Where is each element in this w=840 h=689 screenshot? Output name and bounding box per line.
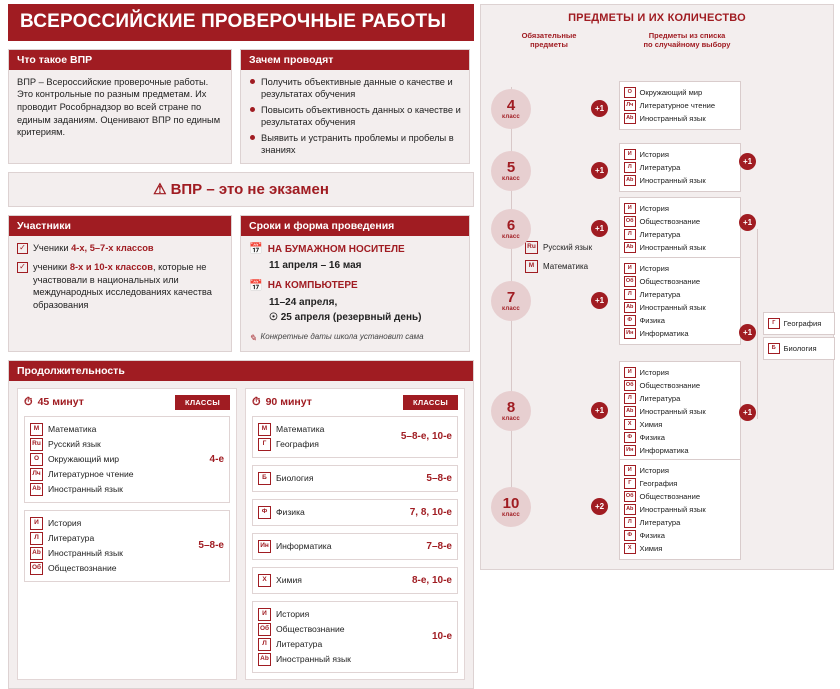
not-exam-text: ВПР – это не экзамен <box>170 181 329 199</box>
foreign-icon: Ab <box>30 483 43 496</box>
pin-icon: ✎ <box>249 332 257 343</box>
subject-group <box>252 601 458 673</box>
list-item: Ab Иностранный язык <box>624 175 736 187</box>
literature-icon: Л <box>624 162 636 174</box>
list-item: Повысить объективность данных о качестве и результатах обучения <box>249 104 461 128</box>
subject-group <box>24 510 230 582</box>
list-item: Лч Литературное чтение <box>30 468 202 481</box>
check-icon: ✓ <box>17 243 28 254</box>
list-item: Лч Литературное чтение <box>624 100 736 112</box>
random-subjects-10 <box>619 459 741 560</box>
literature-icon: Л <box>624 393 636 405</box>
why-title: Зачем проводят <box>241 50 469 70</box>
subject-group <box>252 499 458 526</box>
foreign-icon: Ab <box>624 242 636 254</box>
physics-icon: Ф <box>624 530 636 542</box>
paper-label: НА БУМАЖНОМ НОСИТЕЛЕ <box>267 244 405 256</box>
biology-icon: Б <box>768 343 780 355</box>
history-icon: И <box>624 263 636 275</box>
list-item: Ab Иностранный язык <box>30 483 202 496</box>
list-item: И История <box>624 263 736 275</box>
duration-title: Продолжительность <box>9 361 473 381</box>
clock-icon: ⏱ <box>252 395 261 408</box>
why-card <box>240 49 470 164</box>
list-item: И История <box>624 203 736 215</box>
grade-label: 8-е, 10-е <box>411 574 452 586</box>
list-item: М Математика <box>258 423 393 436</box>
check-icon: ✓ <box>17 262 28 273</box>
participants-terms-row <box>8 215 474 351</box>
social-icon: Об <box>624 276 636 288</box>
grade-label: 10-е <box>431 631 452 643</box>
social-icon: Об <box>624 216 636 228</box>
duration-90-column <box>245 388 465 680</box>
history-icon: И <box>258 608 271 621</box>
side-subject-geography <box>763 312 835 335</box>
reading-icon: Лч <box>30 468 43 481</box>
foreign-icon: Ab <box>624 302 636 314</box>
literature-icon: Л <box>30 532 43 545</box>
list-item: Ин Информатика <box>258 540 418 553</box>
subject-group <box>252 416 458 458</box>
list-item: Ru Русский язык <box>30 438 202 451</box>
warning-icon: ⚠ <box>153 181 167 199</box>
list-item: Ab Иностранный язык <box>624 406 736 418</box>
foreign-icon: Ab <box>624 504 636 516</box>
plus-badge-6-extra: +1 <box>739 214 756 231</box>
list-item: Ab Иностранный язык <box>624 242 736 254</box>
physics-icon: Ф <box>624 432 636 444</box>
terms-title: Сроки и форма проведения <box>241 216 469 236</box>
history-icon: И <box>624 465 636 477</box>
foreign-icon: Ab <box>624 406 636 418</box>
list-item <box>17 261 223 311</box>
social-icon: Об <box>624 491 636 503</box>
list-item: И История <box>30 517 190 530</box>
list-item: Л Литература <box>624 393 736 405</box>
russian-icon: Ru <box>525 241 538 254</box>
grade-label: 5–8-е <box>426 472 452 484</box>
list-item: Выявить и устранить проблемы и пробелы в знаниях <box>249 132 461 156</box>
literature-icon: Л <box>258 638 271 651</box>
list-item: Л Литература <box>624 162 736 174</box>
grade-circle-6: 6 класс <box>491 209 531 249</box>
physics-icon: Ф <box>258 506 271 519</box>
social-icon: Об <box>258 623 271 636</box>
duration-45-column <box>17 388 237 680</box>
participants-title: Участники <box>9 216 231 236</box>
plus-badge-5-extra: +1 <box>739 153 756 170</box>
page-title: ВСЕРОССИЙСКИЕ ПРОВЕРОЧНЫЕ РАБОТЫ <box>8 4 474 41</box>
paper-dates: 11 апреля – 16 мая <box>269 260 362 272</box>
list-item: Б Биология <box>258 472 418 485</box>
plus-badge-7: +1 <box>591 292 608 309</box>
participant-highlight: 4-х, 5–7-х классов <box>71 243 154 254</box>
computer-reserve: ☉ 25 апреля (резервный день) <box>269 312 422 324</box>
list-item: Х Химия <box>258 574 404 587</box>
list-item: И История <box>624 465 736 477</box>
participants-card <box>8 215 232 351</box>
grade-circle-10: 10 класс <box>491 487 531 527</box>
list-item: Ab Иностранный язык <box>624 113 736 125</box>
literature-icon: Л <box>624 289 636 301</box>
list-item: Ab Иностранный язык <box>624 504 736 516</box>
subjects-panel-title: ПРЕДМЕТЫ И ИХ КОЛИЧЕСТВО <box>568 12 746 24</box>
list-item: Л Литература <box>624 517 736 529</box>
list-item: Об Обществознание <box>625 276 701 286</box>
random-subjects-5 <box>619 143 741 192</box>
terms-note: ✎ Конкретные даты школа установит сама <box>249 331 424 343</box>
list-item: И История <box>258 608 424 621</box>
random-subjects-6 <box>619 197 741 259</box>
world-icon: О <box>624 87 636 99</box>
math-icon: М <box>30 423 43 436</box>
list-item: И История <box>624 367 736 379</box>
world-icon: О <box>30 453 43 466</box>
subject-group <box>252 533 458 560</box>
obligatory-subjects <box>525 235 603 279</box>
list-item: О Окружающий мир <box>624 87 736 99</box>
subject-group <box>252 567 458 594</box>
connector-line <box>757 229 758 419</box>
plus-badge-8: +1 <box>591 402 608 419</box>
computer-form <box>249 279 461 294</box>
not-exam-banner <box>8 172 474 207</box>
informatics-icon: Ин <box>258 540 271 553</box>
left-column <box>8 4 474 689</box>
plus-badge-7-extra: +1 <box>739 324 756 341</box>
foreign-icon: Ab <box>624 175 636 187</box>
math-icon: М <box>258 423 271 436</box>
grade-label: 4-е <box>209 453 224 465</box>
terms-card <box>240 215 470 351</box>
grade-circle-8: 8 класс <box>491 391 531 431</box>
duration-45-label: 45 минут <box>37 396 84 409</box>
list-item: Ин Информатика <box>624 328 736 340</box>
geography-icon: Г <box>768 318 780 330</box>
participant-suffix: , которые не участвовали в национальных или международных исследованиях качества образования <box>33 261 212 310</box>
duration-90-label: 90 минут <box>265 396 312 409</box>
list-item: Ru Русский язык <box>525 241 603 254</box>
list-item: Г География <box>624 478 736 490</box>
geography-icon: Г <box>624 478 636 490</box>
random-subjects-7 <box>619 257 741 345</box>
plus-badge-8-extra: +1 <box>739 404 756 421</box>
list-item: Л Литература <box>624 289 736 301</box>
social-icon: Об <box>30 562 43 575</box>
list-item: Об Обществознание <box>625 380 701 390</box>
history-icon: И <box>624 367 636 379</box>
random-column-head: Предметы из списка по случайному выбору <box>643 31 731 50</box>
calendar-icon: 📅 <box>249 243 263 256</box>
geography-icon: Г <box>258 438 271 451</box>
list-item: Г География <box>258 438 393 451</box>
literature-icon: Л <box>624 229 636 241</box>
chemistry-icon: Х <box>624 419 636 431</box>
list-item: Х Химия <box>624 543 736 555</box>
list-item: О Окружающий мир <box>30 453 202 466</box>
intro-row <box>8 49 474 164</box>
grade-circle-7: 7 класс <box>491 281 531 321</box>
classes-tag: КЛАССЫ <box>403 395 458 410</box>
list-item: Ab Иностранный язык <box>624 302 736 314</box>
grades-flow <box>481 59 833 559</box>
list-item: Ф Физика <box>624 315 736 327</box>
grade-label: 7, 8, 10-е <box>409 506 452 518</box>
list-item: Ab Иностранный язык <box>258 653 424 666</box>
grade-circle-5: 5 класс <box>491 151 531 191</box>
list-item: Х Химия <box>624 419 736 431</box>
clock-icon: ⏱ <box>24 395 33 408</box>
random-subjects-4 <box>619 81 741 130</box>
participant-highlight: 8-х и 10-х классов <box>69 261 153 272</box>
physics-icon: Ф <box>624 315 636 327</box>
literature-icon: Л <box>624 517 636 529</box>
list-item: Об Обществознание <box>31 563 117 574</box>
subjects-panel <box>480 4 834 570</box>
chemistry-icon: Х <box>624 543 636 555</box>
plus-badge-5: +1 <box>591 162 608 179</box>
reading-icon: Лч <box>624 100 636 112</box>
classes-tag: КЛАССЫ <box>175 395 230 410</box>
calendar-icon: 📅 <box>249 279 263 292</box>
what-is-vpr-text: ВПР – Всероссийские проверочные работы. Это контрольные по разным предметам. Их проводит Рособрнадзор во всей стране по единым заданиям. Оценивают ВПР по единым критериям. <box>17 76 221 138</box>
informatics-icon: Ин <box>624 445 636 457</box>
obligatory-column-head: Обязательные предметы <box>521 31 577 50</box>
list-item: Об Обществознание <box>625 216 701 226</box>
duration-card <box>8 360 474 689</box>
list-item: Получить объективные данные о качестве и результатах обучения <box>249 76 461 100</box>
list-item: Об Обществознание <box>625 491 701 501</box>
list-item: Ф Физика <box>624 432 736 444</box>
biology-icon: Б <box>258 472 271 485</box>
list-item: Б Биология <box>768 343 830 355</box>
subject-group <box>24 416 230 503</box>
why-list <box>249 76 461 156</box>
list-item: М Математика <box>525 260 603 273</box>
random-subjects-8 <box>619 361 741 462</box>
social-icon: Об <box>624 380 636 392</box>
list-item: М Математика <box>30 423 202 436</box>
grade-circle-4: 4 класс <box>491 89 531 129</box>
participant-prefix: ученики <box>33 261 70 272</box>
foreign-icon: Ab <box>30 547 43 560</box>
list-item: Об Обществознание <box>259 624 345 635</box>
list-item: Г География <box>768 318 830 330</box>
participant-prefix: Ученики <box>33 243 72 254</box>
plus-badge-10: +2 <box>591 498 608 515</box>
list-item: И История <box>624 149 736 161</box>
list-item: Ин Информатика <box>624 445 736 457</box>
math-icon: М <box>525 260 538 273</box>
list-item: Ab Иностранный язык <box>30 547 190 560</box>
paper-form <box>249 242 461 257</box>
list-item <box>17 242 223 255</box>
side-subject-biology <box>763 337 835 360</box>
history-icon: И <box>30 517 43 530</box>
list-item: Ф Физика <box>258 506 402 519</box>
list-item: Л Литература <box>624 229 736 241</box>
russian-icon: Ru <box>30 438 43 451</box>
computer-label: НА КОМПЬЮТЕРЕ <box>267 280 358 292</box>
what-is-vpr-title: Что такое ВПР <box>9 50 231 70</box>
subject-group <box>252 465 458 492</box>
chemistry-icon: Х <box>258 574 271 587</box>
plus-badge-6: +1 <box>591 220 608 237</box>
grade-label: 5–8-е, 10-е <box>400 431 452 443</box>
computer-dates: 11–24 апреля, <box>269 296 338 308</box>
informatics-icon: Ин <box>624 328 636 340</box>
what-is-vpr-card <box>8 49 232 164</box>
foreign-icon: Ab <box>624 113 636 125</box>
list-item: Ф Физика <box>624 530 736 542</box>
plus-badge-4: +1 <box>591 100 608 117</box>
foreign-icon: Ab <box>258 653 271 666</box>
list-item: Л Литература <box>30 532 190 545</box>
history-icon: И <box>624 203 636 215</box>
list-item: Л Литература <box>258 638 424 651</box>
history-icon: И <box>624 149 636 161</box>
grade-label: 7–8-е <box>426 540 452 552</box>
grade-label: 5–8-е <box>198 540 224 552</box>
